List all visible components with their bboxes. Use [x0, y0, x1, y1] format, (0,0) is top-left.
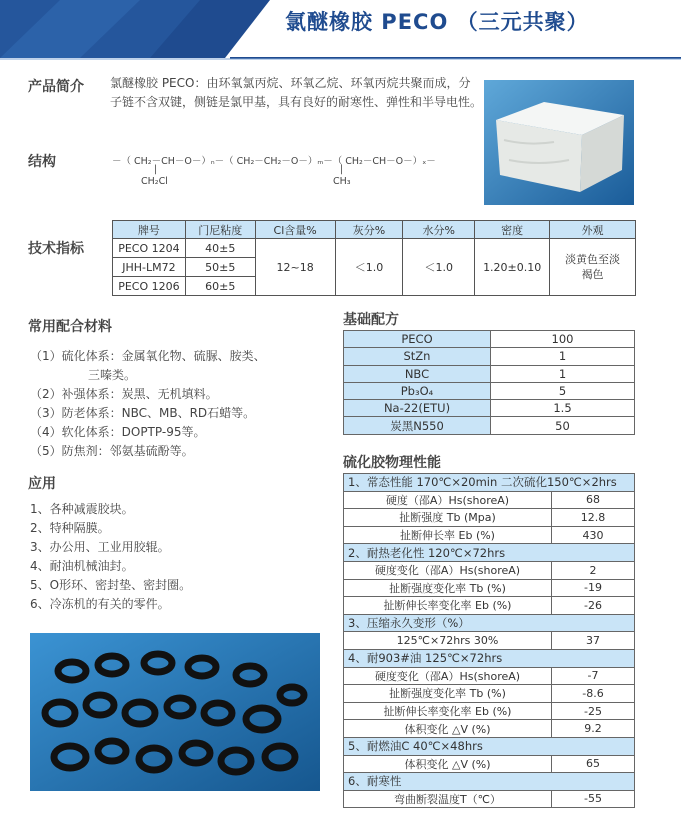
- section-row: [344, 544, 635, 562]
- spec-col-header: 密度: [475, 221, 550, 239]
- formula-bond: |: [340, 164, 344, 175]
- properties-heading: 硫化胶物理性能: [343, 455, 441, 471]
- table-row: [344, 509, 635, 527]
- property-value: 65: [552, 755, 635, 773]
- formula-ingredient: Pb₃O₄: [344, 382, 491, 399]
- table-row: [113, 239, 636, 258]
- section-title: 1、常态性能 170℃×20min 二次硫化150℃×2hrs: [344, 474, 635, 492]
- list-item: （5）防焦剂：邻氨基硫酚等。: [30, 444, 194, 458]
- list-item: 6、冷冻机的有关的零件。: [30, 597, 170, 611]
- list-item: 2、特种隔膜。: [30, 521, 110, 535]
- list-item: （2）补强体系：炭黑、无机填料。: [30, 387, 218, 401]
- property-value: -7: [552, 667, 635, 685]
- property-value: 9.2: [552, 720, 635, 738]
- materials-heading: 常用配合材料: [28, 319, 112, 335]
- table-row: [344, 561, 635, 579]
- formula-table: [343, 330, 635, 435]
- table-row: [344, 597, 635, 615]
- formula-amount: 5: [491, 382, 635, 399]
- table-row: [344, 400, 635, 417]
- formula-ingredient: PECO: [344, 331, 491, 348]
- property-name: 扯断伸长率 Eb (%): [344, 526, 552, 544]
- spec-header-row: [113, 221, 636, 239]
- property-name: 硬度变化（邵A）Hs(shoreA): [344, 667, 552, 685]
- spec-mooney: 40±5: [185, 239, 255, 258]
- table-row: [344, 685, 635, 703]
- section-row: [344, 474, 635, 492]
- header-banner: [0, 0, 681, 60]
- spec-mooney: 60±5: [185, 277, 255, 296]
- formula-ingredient: NBC: [344, 365, 491, 382]
- list-item: 三嗪类。: [88, 368, 137, 382]
- list-item: 4、耐油机械油封。: [30, 559, 134, 573]
- property-name: 扯断伸长率变化率 Eb (%): [344, 597, 552, 615]
- spec-table: [112, 220, 636, 296]
- formula-amount: 1.5: [491, 400, 635, 417]
- intro-text: 氯醚橡胶 PECO：由环氧氯丙烷、环氧乙烷、环氧丙烷共聚而成，分子链不含双键，侧链是氯甲基，具有良好的耐寒性、弹性和半导电性。: [110, 76, 483, 109]
- formula-heading: 基础配方: [343, 312, 399, 328]
- property-value: -55: [552, 790, 635, 808]
- section-row: [344, 614, 635, 632]
- table-row: [344, 755, 635, 773]
- property-value: -19: [552, 579, 635, 597]
- structure-formula: －（ CH₂－CH－O－）ₙ－（ CH₂－CH₂－O－）ₘ－（ CH₂－CH－O－）ₓ－: [112, 156, 436, 167]
- spec-col-header: 外观: [550, 221, 636, 239]
- intro-heading: 产品简介: [28, 79, 84, 95]
- property-value: -26: [552, 597, 635, 615]
- spec-mooney: 50±5: [185, 258, 255, 277]
- seals-photo: [30, 633, 320, 791]
- table-row: [344, 382, 635, 399]
- formula-ingredient: StZn: [344, 348, 491, 365]
- section-row: [344, 649, 635, 667]
- property-value: -25: [552, 702, 635, 720]
- properties-table: [343, 473, 635, 808]
- list-item: （1）硫化体系：金属氧化物、硫脲、胺类、: [30, 349, 266, 363]
- table-row: [344, 790, 635, 808]
- list-item: 1、各种减震胶块。: [30, 502, 134, 516]
- spec-grade: JHH-LM72: [113, 258, 186, 277]
- property-name: 体积变化 △V (%): [344, 755, 552, 773]
- table-row: [344, 720, 635, 738]
- formula-bond: |: [154, 164, 158, 175]
- table-row: [344, 702, 635, 720]
- property-name: 扯断强度 Tb (Mpa): [344, 509, 552, 527]
- property-value: -8.6: [552, 685, 635, 703]
- spec-grade: PECO 1204: [113, 239, 186, 258]
- list-item: （4）软化体系：DOPTP-95等。: [30, 425, 206, 439]
- formula-sub-methyl: CH₃: [333, 176, 351, 187]
- formula-amount: 1: [491, 348, 635, 365]
- property-value: 37: [552, 632, 635, 650]
- property-name: 125℃×72hrs 30%: [344, 632, 552, 650]
- property-value: 2: [552, 561, 635, 579]
- property-name: 体积变化 △V (%): [344, 720, 552, 738]
- spec-col-header: 牌号: [113, 221, 186, 239]
- spec-heading: 技术指标: [28, 241, 84, 257]
- section-row: [344, 737, 635, 755]
- table-row: [344, 331, 635, 348]
- rubber-block-image: [484, 80, 634, 205]
- spec-appearance: 淡黄色至淡褐色: [550, 239, 636, 296]
- spec-col-header: 水分%: [403, 221, 475, 239]
- property-name: 扯断强度变化率 Tb (%): [344, 685, 552, 703]
- spec-water: ＜1.0: [403, 239, 475, 296]
- section-title: 6、耐寒性: [344, 773, 635, 791]
- product-photo: [484, 80, 634, 205]
- page-title: 氯醚橡胶 PECO （三元共聚）: [285, 10, 589, 34]
- formula-ingredient: Na-22(ETU): [344, 400, 491, 417]
- table-row: [344, 526, 635, 544]
- section-title: 2、耐热老化性 120℃×72hrs: [344, 544, 635, 562]
- formula-amount: 100: [491, 331, 635, 348]
- table-row: [344, 365, 635, 382]
- formula-ingredient: 炭黑N550: [344, 417, 491, 434]
- property-value: 430: [552, 526, 635, 544]
- list-item: （3）防老体系：NBC、MB、RD石蜡等。: [30, 406, 256, 420]
- spec-cl: 12~18: [255, 239, 335, 296]
- applications-heading: 应用: [28, 476, 56, 492]
- property-value: 12.8: [552, 509, 635, 527]
- property-value: 68: [552, 491, 635, 509]
- section-row: [344, 773, 635, 791]
- table-row: [344, 417, 635, 434]
- spec-grade: PECO 1206: [113, 277, 186, 296]
- spec-col-header: 门尼粘度: [185, 221, 255, 239]
- table-row: [344, 579, 635, 597]
- spec-col-header: 灰分%: [335, 221, 403, 239]
- list-item: 5、O形环、密封垫、密封圈。: [30, 578, 192, 592]
- property-name: 硬度（邵A）Hs(shoreA): [344, 491, 552, 509]
- spec-col-header: Cl含量%: [255, 221, 335, 239]
- list-item: 3、办公用、工业用胶辊。: [30, 540, 170, 554]
- property-name: 扯断强度变化率 Tb (%): [344, 579, 552, 597]
- table-row: [344, 491, 635, 509]
- table-row: [344, 348, 635, 365]
- section-title: 3、压缩永久变形（%）: [344, 614, 635, 632]
- section-title: 5、耐燃油C 40℃×48hrs: [344, 737, 635, 755]
- structure-heading: 结构: [28, 154, 56, 170]
- section-title: 4、耐903#油 125℃×72hrs: [344, 649, 635, 667]
- table-row: [344, 632, 635, 650]
- table-row: [344, 667, 635, 685]
- rubber-seals-image: [30, 633, 320, 791]
- spec-density: 1.20±0.10: [475, 239, 550, 296]
- property-name: 弯曲断裂温度T（℃）: [344, 790, 552, 808]
- property-name: 硬度变化（邵A）Hs(shoreA): [344, 561, 552, 579]
- formula-amount: 50: [491, 417, 635, 434]
- formula-sub-chloromethyl: CH₂Cl: [141, 176, 168, 187]
- property-name: 扯断伸长率变化率 Eb (%): [344, 702, 552, 720]
- spec-ash: ＜1.0: [335, 239, 403, 296]
- formula-amount: 1: [491, 365, 635, 382]
